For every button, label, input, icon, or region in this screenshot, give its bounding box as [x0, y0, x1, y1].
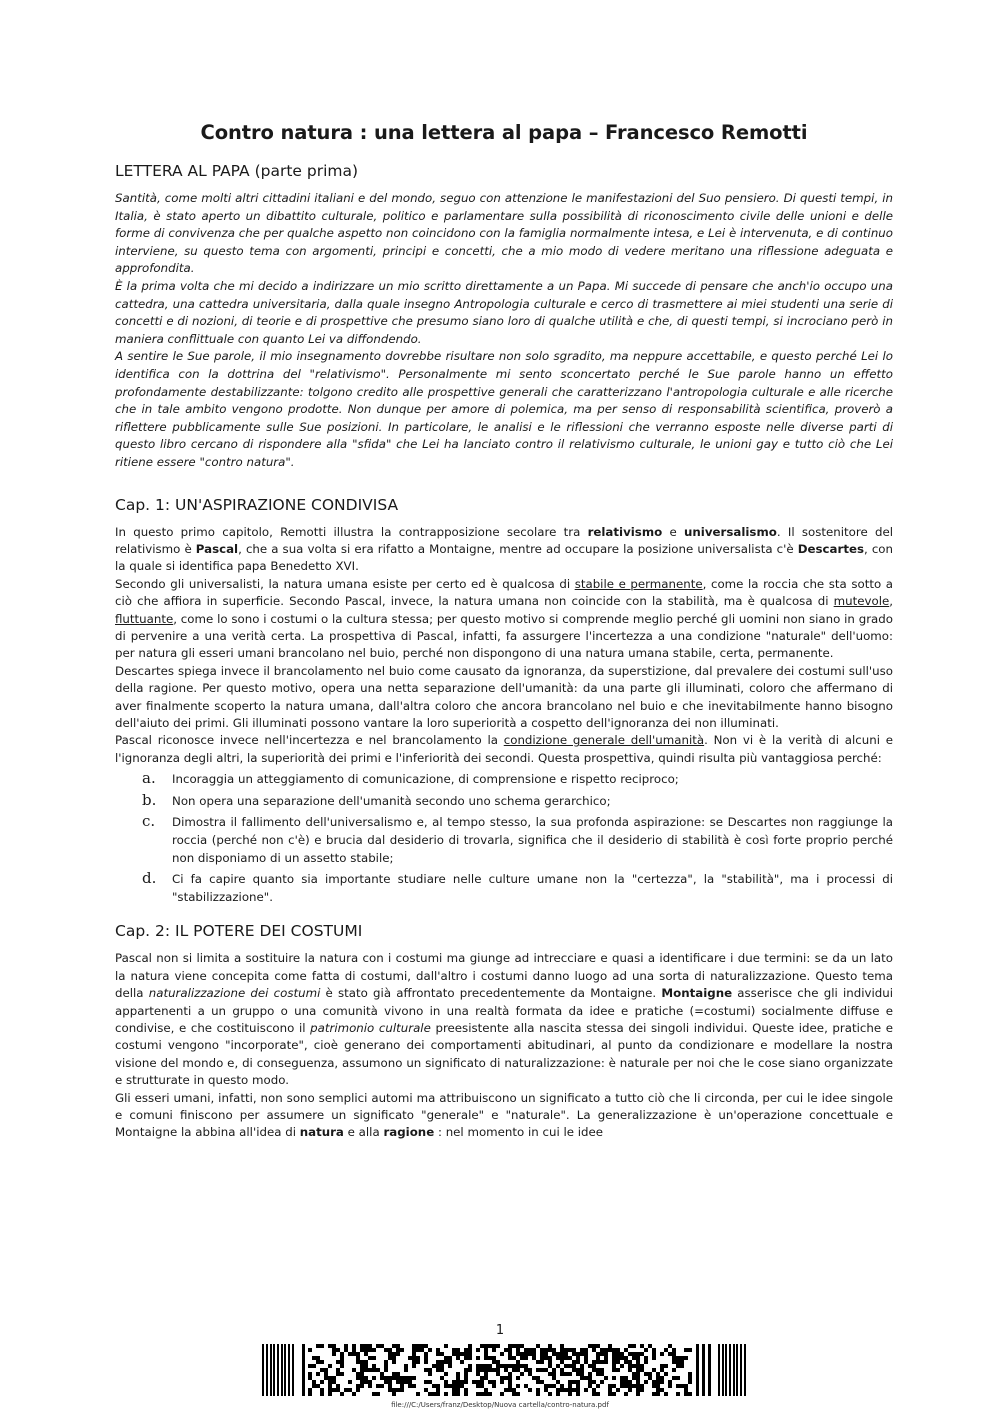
list-marker: b. [142, 790, 157, 809]
advantages-list [115, 771, 893, 906]
text-run: e [662, 524, 685, 539]
list-marker: d. [142, 869, 157, 888]
list-marker: a. [142, 769, 156, 788]
letter-body [115, 190, 893, 472]
text-run: : nel momento in cui le idee [434, 1125, 604, 1140]
page-content [115, 118, 893, 1155]
italic-term: patrimonio culturale [310, 1020, 431, 1035]
bold-term: natura [299, 1125, 344, 1140]
text-run: , che a sua volta si era rifatto a Montaigne, mentre ad occupare la posizione universalista c'è [238, 541, 798, 556]
section-heading-cap2: Cap. 2: IL POTERE DEI COSTUMI [115, 922, 363, 941]
page-number: 1 [495, 1323, 505, 1338]
text-run: Secondo gli universalisti, la natura umana esiste per certo ed è qualcosa di [115, 576, 575, 591]
text-run: e alla [343, 1125, 384, 1140]
text-run: , [889, 594, 893, 609]
text-run: Pascal non si limita a sostituire la natura con i costumi ma giunge ad intrecciare e quasi a identificare i due termini: se da un lato la natura viene concepita come fatta di costumi, dall'altro i costumi danno luogo ad una sorta di naturalizzazione. Questo tema della [115, 951, 893, 1001]
list-item [115, 771, 893, 789]
file-path-footer: file:///C:/Users/franz/Desktop/Nuova cartella/contro-natura.pdf [391, 1401, 609, 1409]
barcode [262, 1344, 748, 1396]
underlined-term: condizione generale dell'umanità [503, 733, 705, 748]
bold-term: ragione [383, 1125, 435, 1140]
list-item-text: Dimostra il fallimento dell'universalismo e, al tempo stesso, la sua profonda aspirazione: se Descartes non raggiunge la roccia (perché non c'è) e brucia dal desiderio di trovarla, significa che il desiderio di stabilità è così forte proprio perché non disponiamo di un assetto stabile; [172, 815, 893, 865]
text-run: , come la roccia che sta sotto a ciò che affiora in superficie. Secondo Pascal, invece, la natura umana non coincide con la stabilità, ma è qualcosa di [115, 576, 893, 609]
text-run: asserisce che gli individui appartenenti a un gruppo o una comunità vivono in una realtà formata da idee e pratiche (=costumi) socialmente diffuse e condivise, e che costituiscono il [115, 986, 893, 1035]
text-run: . Non vi è la verità di alcuni e l'ignoranza degli altri, la superiorità dei primi e l'inferiorità dei secondi. Questa prospettiva, quindi risulta più vantaggiosa perché: [115, 733, 893, 765]
body-paragraph [115, 524, 893, 576]
section-heading-cap1: Cap. 1: UN'ASPIRAZIONE CONDIVISA [115, 495, 399, 514]
bold-term: Descartes [797, 541, 864, 556]
bold-term: relativismo [587, 524, 663, 539]
body-paragraph: Descartes spiega invece il brancolamento nel buio come causato da ignoranza, da superstizione, dal prevalere dei costumi sull'uso della ragione. Per questo motivo, opera una netta separazione dell'umanità: da una parte gli illuminati, coloro che affermano di aver finalmente scoperto la natura umana, dall'altra coloro che ancora brancolano nel buio e che inevitabilmente hanno bisogno dell'aiuto dei primi. Gli illuminati possono vantare la loro superiorità a cospetto dell'ignoranza dei non illuminati. [115, 663, 893, 730]
body-paragraph [115, 1090, 893, 1142]
text-run: In questo primo capitolo, Remotti illustra la contrapposizione secolare tra [115, 524, 588, 539]
list-item [115, 814, 893, 867]
body-paragraph [115, 576, 893, 663]
bold-term: universalismo [684, 524, 777, 539]
bold-term: Montaigne [661, 986, 733, 1001]
letter-paragraph: Santità, come molti altri cittadini italiani e del mondo, seguo con attenzione le manifestazioni del Suo pensiero. Di questi tempi, in Italia, è stato aperto un dibattito culturale, politico e parlamentare sulla possibilità di riconoscimento civile delle unioni e delle forme di convivenza che per qualche aspetto non coincidono con la famiglia normalmente intesa, e Lei è intervenuta, e di continuo interviene, su questo tema con argomenti, principi e concetti, che a mio modo di vedere meritano una riflessione adeguata e approfondita. [115, 191, 893, 276]
text-run: preesistente alla nascita stessa dei singoli individui. Queste idee, pratiche e costumi vengono "incorporate", cioè generano dei comportamenti abitudinari, al punto da condizionare e modellare la nostra visione del mondo e, di conseguenza, assumono un significato di naturalizzazione: è naturale per noi che le cose siano organizzate e strutturate in questo modo. [115, 1020, 893, 1088]
body-paragraph [115, 732, 893, 767]
list-item-text: Non opera una separazione dell'umanità secondo uno schema gerarchico; [172, 793, 611, 808]
text-run: . Il sostenitore del relativismo è [115, 524, 894, 556]
underlined-term: stabile e permanente [574, 576, 703, 591]
text-run: Gli esseri umani, infatti, non sono semplici automi ma attribuiscono un significato a tutto ciò che li circonda, per cui le idee singole e comuni finiscono per assumere un significato "generale" e "naturale". La generalizzazione è un'operazione concettuale e Montaigne la abbina all'idea di [115, 1090, 893, 1140]
letter-paragraph: È la prima volta che mi decido a indirizzare un mio scritto direttamente a un Papa. Mi succede di pensare che anch'io occupo una cattedra, una cattedra universitaria, dalla quale insegno Antropologia culturale e cerco di trasmettere ai miei studenti una serie di concetti e di nozioni, di teorie e di prospettive che presumo siano loro di qualche utilità e che, di questi tempi, si incrociano però in maniera conflittuale con quanto Lei va diffondendo. [115, 278, 893, 346]
document-title: Contro natura : una lettera al papa – Francesco Remotti [200, 121, 808, 144]
body-paragraph [115, 950, 893, 1089]
list-item-text: Ci fa capire quanto sia importante studiare nelle culture umane non la "certezza", la "stabilità", ma i processi di "stabilizzazione". [172, 872, 893, 904]
text-run: , con la quale si identifica papa Benedetto XVI. [115, 541, 893, 574]
list-marker: c. [142, 812, 156, 831]
text-run: è stato già affrontato precedentemente da Montaigne. [320, 986, 662, 1001]
cap2-body [115, 950, 893, 1141]
text-run: , come lo sono i costumi o la cultura stessa; per questo motivo si comprende meglio perché gli uomini non siano in grado di pervenire a una verità certa. La prospettiva di Pascal, infatti, fa assurgere l'incertezza a una condizione "naturale" dell'uomo: per natura gli esseri umani brancolano nel buio, perché non dispongono di una natura umana stabile, certa, permanente. [115, 611, 893, 661]
italic-term: naturalizzazione dei costumi [148, 986, 321, 1001]
bold-term: Pascal [195, 541, 239, 556]
section-heading-lettera: LETTERA AL PAPA (parte prima) [115, 162, 359, 180]
underlined-term: fluttuante [115, 611, 174, 626]
list-item [115, 871, 893, 906]
text-run: Pascal riconosce invece nell'incertezza e nel brancolamento la [115, 733, 504, 748]
cap1-body [115, 524, 893, 768]
list-item-text: Incoraggia un atteggiamento di comunicazione, di comprensione e rispetto reciproco; [172, 772, 679, 787]
underlined-term: mutevole [833, 594, 890, 609]
list-item [115, 790, 893, 811]
letter-paragraph: A sentire le Sue parole, il mio insegnamento dovrebbe risultare non solo sgradito, ma neppure accettabile, e questo perché Lei lo identifica con la dottrina del "relativismo". Personalmente mi sento sconcertato perché le Sue parole hanno un effetto profondamente destabilizzante: tolgono credito alle prospettive generali che caratterizzano l'antropologia culturale e alle ricerche che in tale ambito vengono prodotte. Non dunque per amore di polemica, ma per senso di responsabilità scientifica, proverò a riflettere pubblicamente sulle Sue posizioni. In particolare, le analisi e le riflessioni che verranno esposte nelle diverse parti di questo libro cercano di rispondere alla "sfida" che Lei ha lanciato contro il relativismo culturale, le unioni gay e tutto ciò che Lei ritiene essere "contro natura". [115, 349, 893, 469]
